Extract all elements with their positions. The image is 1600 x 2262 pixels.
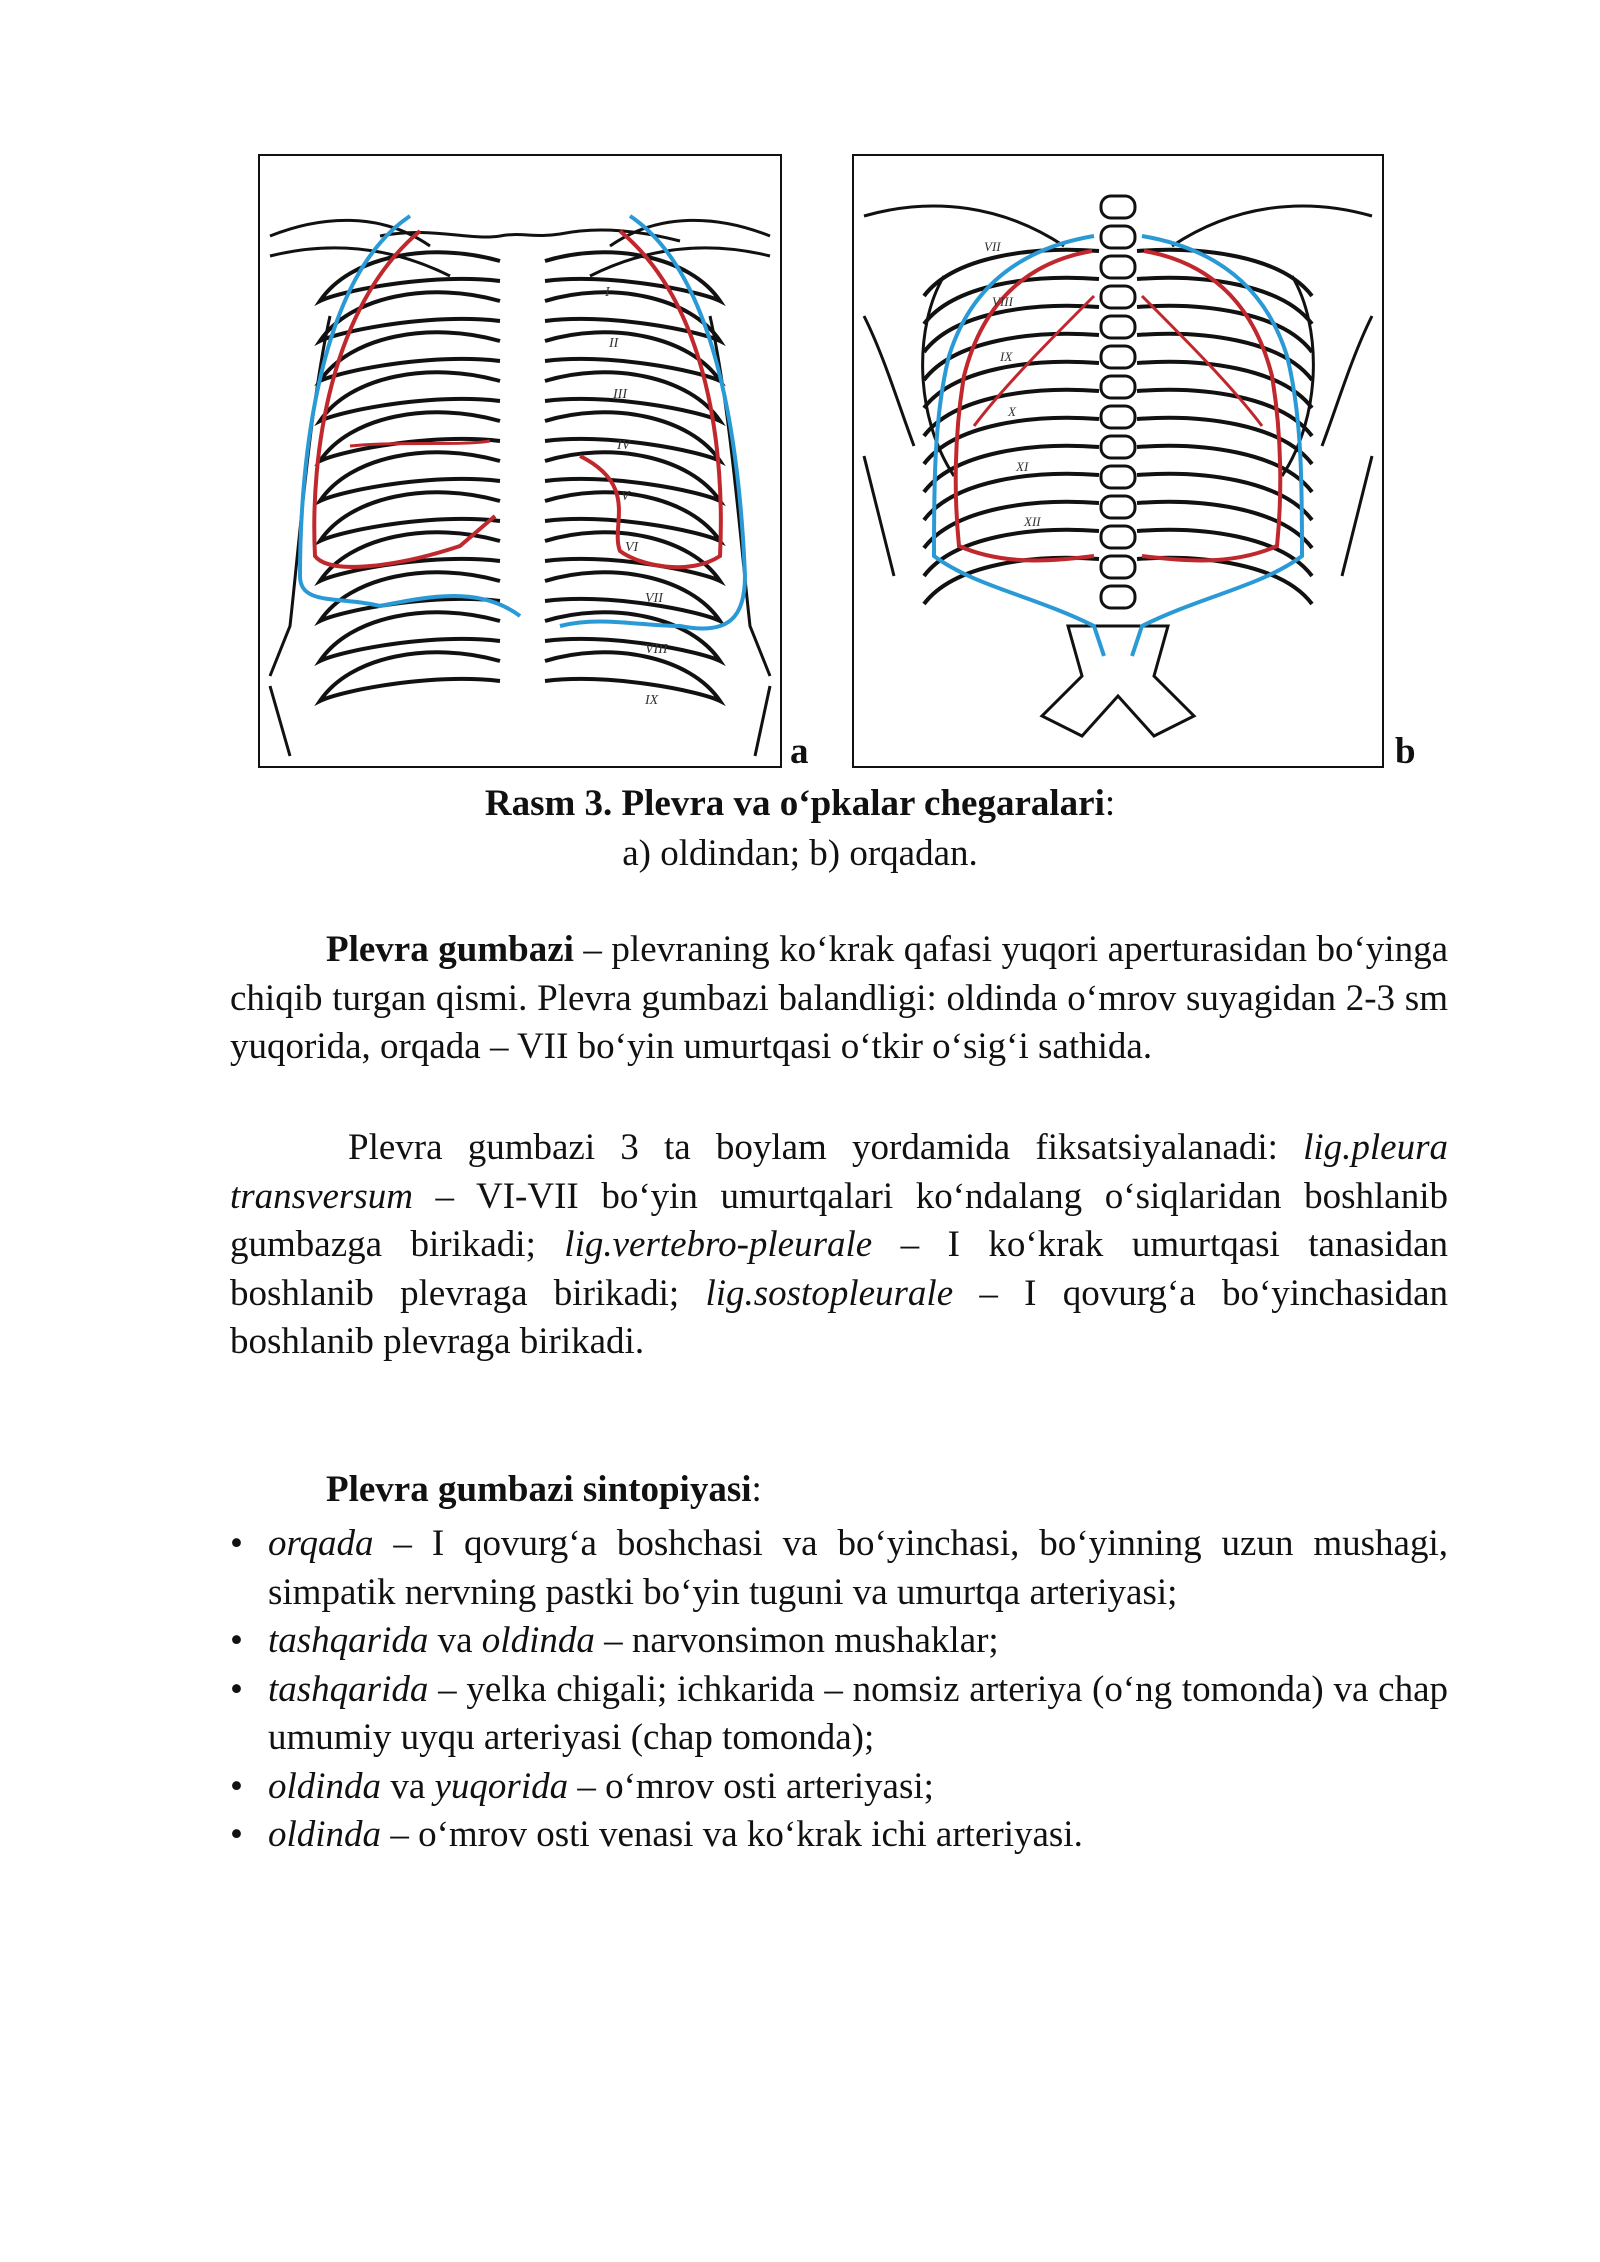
vertebra-shape (1101, 316, 1135, 338)
vertebra-shape (1101, 586, 1135, 608)
list-item-keyword: oldinda (481, 1620, 595, 1661)
list-item (230, 1520, 1448, 1617)
list-item-text: – o‘mrov osti venasi va ko‘krak ichi arteriyasi. (381, 1814, 1083, 1855)
list-item-text: – I qovurg‘a boshchasi va bo‘yinchasi, bo‘yinning uzun mushagi, simpatik nervning pastki bo‘yin tuguni va umurtqa arteriyasi; (268, 1523, 1448, 1613)
list-item-keyword: oldinda (268, 1765, 382, 1807)
sintopiya-heading (326, 1468, 762, 1511)
list-item-connector: va (381, 1765, 435, 1807)
rib-shape (924, 362, 1099, 408)
list-item (230, 1811, 1448, 1860)
sacrum-shape (1042, 626, 1194, 736)
vertebra-shape (1101, 376, 1135, 398)
rib-numeral-label: VI (625, 540, 639, 555)
ligament-2-name: lig.vertebro-pleurale (564, 1224, 873, 1265)
rib-shape (1137, 502, 1312, 548)
list-item-connector: va (428, 1620, 482, 1661)
rib-shape (924, 474, 1099, 520)
list-item (230, 1666, 1448, 1763)
vertebra-shape (1101, 526, 1135, 548)
list-item-keyword: yuqorida (434, 1765, 569, 1807)
vertebra-shape (1101, 256, 1135, 278)
vertebra-shape (1101, 346, 1135, 368)
vertebra-shape (1101, 196, 1135, 218)
vertebra-shape (1101, 466, 1135, 488)
rib-numeral-label: V (621, 489, 630, 504)
rib-numeral-label: IV (617, 438, 631, 453)
ligament-2-text: – I ko‘krak umurtqasi tanasidan boshlanib plevraga birikadi; (230, 1224, 1448, 1314)
rib-numeral-label: VIII (645, 642, 668, 657)
list-item-keyword: orqada (268, 1523, 374, 1564)
rib-shape (924, 446, 1099, 492)
rib-shape (1137, 306, 1312, 352)
list-item-keyword: tashqarida (268, 1620, 429, 1661)
figure-back-view (852, 154, 1384, 768)
figure-caption-subtitle: a) oldindan; b) orqadan. (622, 833, 978, 874)
ligaments-intro: Plevra gumbazi 3 ta boylam yordamida fiksatsiyalanadi: (348, 1127, 1304, 1168)
caption-title-text: Rasm 3. Plevra va o‘pkalar chegaralari (484, 783, 1105, 824)
rib-shape (1137, 418, 1312, 464)
rib-shape (1137, 474, 1312, 520)
list-item-text: – o‘mrov osti arteriyasi; (568, 1765, 934, 1807)
sintopiya-list (230, 1520, 1448, 1860)
rib-numeral-label: XI (1016, 459, 1029, 474)
rib-shape (320, 652, 500, 701)
sintopiya-heading-colon: : (751, 1469, 762, 1510)
vertebra-shape (1101, 286, 1135, 308)
term-plevra-gumbazi: Plevra gumbazi (326, 929, 574, 970)
front-thorax-illustration (260, 156, 780, 766)
rib-shape (1137, 530, 1312, 576)
list-item (230, 1763, 1448, 1812)
rib-numeral-label: VIII (992, 294, 1013, 309)
rib-numeral-label: IX (1000, 349, 1013, 364)
paragraph-ligaments (230, 1124, 1448, 1367)
panel-label-a: a (790, 731, 809, 772)
paragraph-definition (230, 926, 1448, 1072)
ligament-1-name: lig.pleura transversum (230, 1127, 1448, 1217)
caption-title-colon: : (1104, 783, 1116, 824)
rib-shape (545, 652, 720, 701)
ligament-1-text: – VI-VII bo‘yin umurtqalari ko‘ndalang o‘siqlaridan boshlanib gumbazga birikadi; (230, 1175, 1448, 1265)
ligament-3-name: lig.sostopleurale (705, 1272, 954, 1314)
back-thorax-illustration (854, 156, 1382, 766)
ligament-3-text: – I qovurg‘a bo‘yinchasidan boshlanib plevraga birikadi. (230, 1272, 1448, 1362)
rib-numeral-label: XII (1024, 514, 1041, 529)
vertebra-shape (1101, 436, 1135, 458)
rib-shape (924, 530, 1099, 576)
rib-numeral-label: VII (645, 591, 663, 606)
rib-numeral-label: I (605, 285, 610, 300)
rib-shape (1137, 390, 1312, 436)
list-item-keyword: oldinda (268, 1814, 382, 1855)
list-item (230, 1617, 1448, 1666)
rib-numeral-label: II (609, 336, 619, 351)
figure-caption-title (0, 782, 1600, 825)
list-item-text: – narvonsimon mushaklar; (594, 1620, 999, 1661)
rib-shape (924, 502, 1099, 548)
vertebra-shape (1101, 226, 1135, 248)
sintopiya-heading-text: Plevra gumbazi sintopiyasi (326, 1469, 752, 1510)
rib-shape (1137, 446, 1312, 492)
list-item-text: – yelka chigali; ichkarida – nomsiz arteriya (o‘ng tomonda) va chap umumiy uyqu arteriyasi (chap tomonda); (268, 1668, 1448, 1758)
vertebra-shape (1101, 556, 1135, 578)
definition-text: – plevraning ko‘krak qafasi yuqori aperturasidan bo‘yinga chiqib turgan qismi. Plevra gumbazi balandligi: oldinda o‘mrov suyagidan 2-3 sm yuqorida, orqada – VII bo‘yin umurtqasi o‘tkir o‘sig‘i sathida. (230, 929, 1448, 1067)
rib-numeral-label: III (613, 387, 627, 402)
rib-numeral-label: X (1008, 404, 1016, 419)
list-item-keyword: tashqarida (268, 1668, 429, 1710)
rib-numeral-label: IX (645, 693, 659, 708)
panel-label-b: b (1395, 731, 1416, 772)
rib-shape (924, 418, 1099, 464)
rib-numeral-label: VII (984, 239, 1001, 254)
vertebra-shape (1101, 496, 1135, 518)
figure-front-view (258, 154, 782, 768)
rib-shape (1137, 362, 1312, 408)
vertebra-shape (1101, 406, 1135, 428)
rib-shape (924, 306, 1099, 352)
